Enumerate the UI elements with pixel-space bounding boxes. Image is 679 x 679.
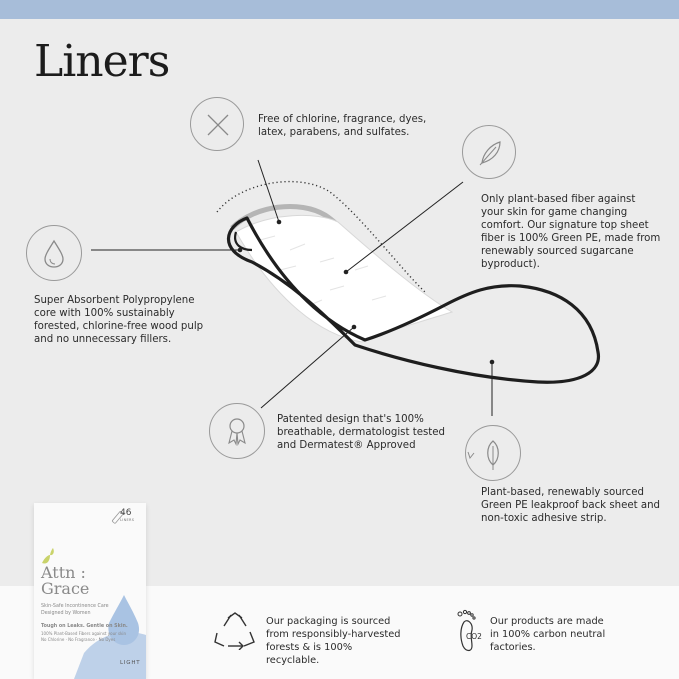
box-tagline-4: 100% Plant-Based Fibers against your skin (41, 631, 127, 636)
box-brand-line1: Attn : (41, 563, 86, 582)
box-tagline-1: Skin-Safe Incontinence Care (41, 604, 109, 609)
backsheet-text: Plant-based, renewably sourced Green PE leakproof back sheet and non-toxic adhesive strip. (481, 487, 661, 524)
x-circle-icon (190, 97, 244, 151)
absorbent-text: Super Absorbent Polypropylene core with 100% sustainably forested, chlorine-free wood pulp and no unnecessary fillers. (34, 295, 204, 345)
product-box (34, 503, 146, 679)
feather-icon (462, 125, 516, 179)
box-count-label: LINERS (120, 518, 135, 522)
co2-label: CO2 (466, 632, 482, 641)
free-of-text: Free of chlorine, fragrance, dyes, latex, parabens, and sulfates. (258, 114, 427, 138)
box-tagline-3: Tough on Leaks. Gentle on Skin. (41, 624, 128, 629)
box-count: 46 (120, 508, 132, 518)
patented-text: Patented design that's 100% breathable, dermatologist tested and Dermatest® Approved (277, 414, 446, 451)
box-brand-line2: Grace (41, 579, 90, 598)
box-tagline-2: Designed by Women (41, 611, 91, 616)
ribbon-award-icon (209, 403, 265, 459)
recycle-icon (214, 612, 256, 650)
plant-fiber-text: Only plant-based fiber against your skin for game changing comfort. Our signature top sheet fiber is 100% Green PE, made from renewably sourced sugarcane byproduct). (481, 194, 661, 270)
page-title: Liners (34, 36, 170, 87)
leaf-recycle-icon (465, 425, 521, 481)
drop-icon (26, 225, 82, 281)
carbon-text: Our products are made in 100% carbon neutral factories. (490, 616, 606, 653)
box-tagline-5: No Chlorine · No Fragrance · No Dyes (41, 637, 116, 642)
packaging-text: Our packaging is sourced from responsibly-harvested forests & is 100% recyclable. (266, 616, 401, 666)
box-absorbency: LIGHT (120, 660, 141, 666)
